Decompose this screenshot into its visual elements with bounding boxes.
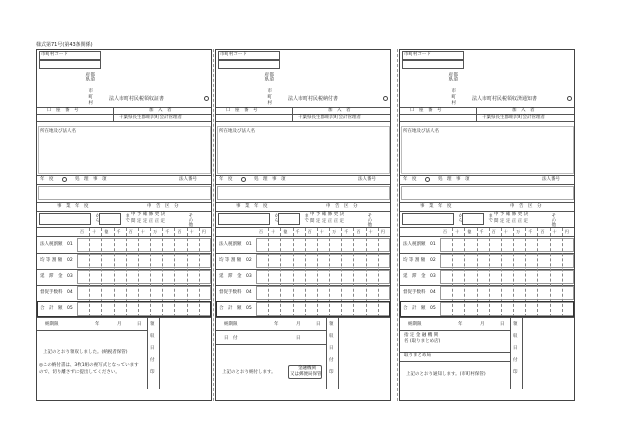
divider: [37, 202, 211, 203]
divider: [400, 236, 574, 237]
receipt-seal-label: 領: [513, 322, 518, 327]
divider: [216, 330, 326, 331]
year-label: 年 度: [403, 177, 417, 182]
prefecture-label: 都道: [89, 72, 95, 81]
payee-name: 千葉県長生郡睦沢町会計管理者: [298, 115, 361, 120]
corporate-number-label: 法人番号: [179, 177, 197, 182]
city-label: 村: [266, 100, 272, 105]
amount-row-number: 02: [430, 258, 436, 263]
amount-field[interactable]: [77, 286, 211, 300]
divider: [326, 317, 327, 389]
amount-row-number: 01: [246, 242, 252, 247]
total-row-frame: [400, 301, 574, 317]
amount-row-number: 04: [246, 290, 252, 295]
report-type-label: 申 告 区 分: [147, 204, 179, 209]
due-date-label: 納期限: [408, 322, 422, 327]
divider: [37, 121, 211, 122]
amount-row-number: 05: [246, 306, 252, 311]
digit-unit-label: 千: [528, 229, 533, 234]
divider: [400, 175, 574, 176]
divider: [37, 184, 211, 185]
footer-text: 上記のとおり通知します。(市町村保管): [406, 372, 486, 377]
divider: [216, 121, 390, 122]
city-label: 村: [87, 100, 93, 105]
amount-row-label: 法人税割額: [40, 242, 63, 247]
amount-row-number: 05: [430, 306, 436, 311]
divider: [216, 175, 390, 176]
other-label: その他: [187, 213, 193, 227]
bank-box-label: 又は郵便局保管: [290, 372, 322, 377]
amount-row-label: 督促手数料: [219, 290, 242, 295]
digit-unit-label: 十: [189, 229, 194, 234]
digit-unit-label: 円: [380, 229, 385, 234]
processing-mark-icon: [62, 177, 67, 182]
digit-unit-label: 百: [356, 229, 361, 234]
municipality-code-label: 市町村コード: [220, 52, 247, 57]
form-panel-payment: [215, 49, 391, 401]
divider: [400, 330, 510, 331]
digit-unit-label: 十: [455, 229, 460, 234]
receipt-seal-label: 日: [150, 346, 155, 351]
receipt-seal-label: 収: [329, 334, 334, 339]
digit-unit-label: 百: [491, 229, 496, 234]
corporate-number-label: 法人番号: [542, 177, 560, 182]
amount-row-label: 督促手数料: [40, 290, 63, 295]
processing-label: 処 理 事 項: [75, 177, 107, 182]
footer-text: 上記のとおり領収しました。(納税者保管): [43, 350, 128, 355]
digit-unit-label: 円: [201, 229, 206, 234]
payee-name: 千葉県長生郡睦沢町会計管理者: [119, 115, 182, 120]
amount-field[interactable]: [440, 238, 574, 252]
city-label: 町: [450, 94, 456, 99]
digit-unit-label: 十: [319, 229, 324, 234]
report-type-label: 申 告 区 分: [510, 204, 542, 209]
processing-label: 処 理 事 項: [254, 177, 286, 182]
divider: [400, 227, 574, 228]
year-unit: 年: [458, 322, 463, 327]
report-options: 中 予 確 修 更 決: [310, 212, 345, 217]
digit-unit-label: 万: [153, 229, 158, 234]
receipt-seal-label: 印: [513, 370, 518, 375]
corporate-number-label: 法人番号: [358, 177, 376, 182]
amount-field[interactable]: [440, 254, 574, 268]
receipt-seal-label: 印: [329, 370, 334, 375]
receipt-seal-label: 付: [150, 358, 155, 363]
amount-field[interactable]: [440, 286, 574, 300]
day-unit: 日: [500, 322, 505, 327]
amount-row-label: 延 滞 金: [40, 274, 63, 279]
amount-row-label: 合 計 額: [40, 306, 63, 311]
digit-unit-label: 億: [467, 229, 472, 234]
summary-office-label: 取りまとめ局: [404, 353, 431, 358]
due-date-label: 納期限: [45, 322, 59, 327]
subscriber-header: 加 入 者: [328, 108, 351, 113]
amount-row-label: 延 滞 金: [403, 274, 426, 279]
amount-field[interactable]: [256, 270, 390, 284]
designated-bank-label: 指 定 金 融 機 関 名 (取りまとめ店): [404, 333, 441, 345]
amount-field[interactable]: [77, 270, 211, 284]
divider: [37, 211, 211, 212]
municipality-code-label: 市町村コード: [404, 52, 431, 57]
prefecture-label: 府県: [447, 72, 453, 81]
due-date-label: 納期限: [224, 322, 238, 327]
processing-field[interactable]: [217, 186, 390, 200]
divider: [216, 211, 390, 212]
to-label: まで: [487, 213, 493, 222]
divider: [37, 175, 211, 176]
code-digits-box[interactable]: [39, 60, 101, 69]
amount-field[interactable]: [256, 286, 390, 300]
receipt-seal-label: 領: [150, 322, 155, 327]
amount-row-number: 05: [67, 306, 73, 311]
divider: [37, 317, 211, 318]
digit-unit-label: 百: [443, 229, 447, 234]
amount-row-label: 督促手数料: [403, 290, 426, 295]
amount-row-label: 均 等 割 額: [403, 258, 426, 263]
form-number-label: 様式第71号(第43条関係): [36, 42, 93, 48]
divider: [216, 317, 390, 318]
from-label: から: [94, 213, 100, 222]
divider: [400, 202, 574, 203]
report-options: 間 定 定 正 正 定: [310, 219, 345, 224]
divider: [522, 317, 523, 389]
address-label: 所在地及び法人名: [40, 129, 76, 134]
tear-line: [397, 49, 398, 401]
amount-row-label: 合 計 額: [219, 306, 242, 311]
receipt-seal-label: 日: [329, 346, 334, 351]
year-label: 年 度: [40, 177, 54, 182]
year-unit: 年: [95, 322, 100, 327]
processing-field[interactable]: [401, 186, 574, 200]
divider: [510, 317, 511, 389]
amount-field[interactable]: [440, 270, 574, 284]
divider: [216, 202, 390, 203]
end-date-field[interactable]: [278, 213, 300, 225]
address-field[interactable]: [401, 126, 574, 174]
divider: [216, 344, 326, 345]
prefecture-label: 都道: [268, 72, 274, 81]
digit-unit-label: 十: [503, 229, 508, 234]
processing-mark-icon: [241, 177, 246, 182]
receipt-seal-label: 付: [513, 358, 518, 363]
total-row-frame: [216, 301, 390, 317]
to-label: まで: [124, 213, 130, 222]
digit-unit-label: 千: [479, 229, 484, 234]
start-date-field[interactable]: [218, 213, 270, 225]
date-label: 日 付: [224, 336, 238, 341]
digit-unit-label: 百: [259, 229, 263, 234]
address-label: 所在地及び法人名: [219, 129, 255, 134]
digit-unit-label: 百: [128, 229, 133, 234]
amount-row-number: 02: [246, 258, 252, 263]
city-label: 市: [450, 88, 456, 93]
month-unit: 月: [117, 322, 122, 327]
digit-unit-label: 十: [92, 229, 97, 234]
subscriber-header: 加 入 者: [149, 108, 172, 113]
address-field[interactable]: [217, 126, 390, 174]
bank-box-label: 金融機関: [298, 366, 316, 371]
from-label: から: [457, 213, 463, 222]
divider: [216, 184, 390, 185]
receipt-seal-label: 印: [150, 370, 155, 375]
instruction-note: ◎この納付書は、3枚1組の複写式となっていますので、切り離さずに提出してください。: [39, 363, 139, 376]
divider: [400, 361, 510, 362]
payee-name: 千葉県長生郡睦沢町会計管理者: [482, 115, 545, 120]
digit-unit-label: 百: [540, 229, 545, 234]
receipt-seal-label: 領: [329, 322, 334, 327]
total-row-frame: [37, 301, 211, 317]
business-year-label: 事 業 年 度: [420, 204, 452, 209]
city-label: 町: [87, 94, 93, 99]
receipt-seal-label: 日: [513, 346, 518, 351]
processing-label: 処 理 事 項: [438, 177, 470, 182]
other-label: その他: [366, 213, 372, 227]
digit-unit-label: 千: [116, 229, 121, 234]
divider: [400, 121, 574, 122]
digit-unit-label: 億: [283, 229, 288, 234]
city-label: 市: [87, 88, 93, 93]
amount-row-number: 01: [430, 242, 436, 247]
digit-unit-label: 万: [332, 229, 337, 234]
form-panel-notice: [399, 49, 575, 401]
divider: [400, 184, 574, 185]
divider: [216, 227, 390, 228]
amount-field[interactable]: [256, 254, 390, 268]
start-date-field[interactable]: [402, 213, 454, 225]
footer-text: 上記のとおり納付します。: [222, 370, 276, 375]
receipt-seal-label: 付: [329, 358, 334, 363]
digit-unit-label: 十: [140, 229, 145, 234]
month-unit: 月: [296, 322, 301, 327]
start-date-field[interactable]: [39, 213, 91, 225]
city-label: 町: [266, 94, 272, 99]
digit-unit-label: 十: [271, 229, 276, 234]
digit-unit-label: 百: [177, 229, 182, 234]
digit-unit-label: 万: [516, 229, 521, 234]
digit-unit-label: 億: [104, 229, 109, 234]
divider: [37, 227, 211, 228]
amount-row-number: 03: [67, 274, 73, 279]
prefecture-label: 都道: [452, 72, 458, 81]
report-options: 間 定 定 正 正 定: [494, 219, 529, 224]
processing-field[interactable]: [38, 186, 211, 200]
tear-line: [213, 49, 214, 401]
amount-row-number: 02: [67, 258, 73, 263]
code-digits-box[interactable]: [218, 60, 280, 69]
report-options: 間 定 定 正 正 定: [131, 219, 166, 224]
seal-circle-icon: [204, 96, 209, 101]
day-unit: 日: [137, 322, 142, 327]
seal-circle-icon: [567, 96, 572, 101]
other-label: その他: [550, 213, 556, 227]
form-panel-receipt: [36, 49, 212, 401]
divider: [159, 317, 160, 389]
account-number-header: 口 座 番 号: [410, 108, 442, 113]
divider: [400, 211, 574, 212]
amount-row-label: 均 等 割 額: [219, 258, 242, 263]
municipality-code-label: 市町村コード: [41, 52, 68, 57]
business-year-label: 事 業 年 度: [236, 204, 268, 209]
amount-row-number: 03: [246, 274, 252, 279]
divider: [147, 317, 148, 389]
amount-field[interactable]: [77, 238, 211, 252]
amount-field[interactable]: [77, 254, 211, 268]
year-unit: 年: [274, 322, 279, 327]
amount-row-number: 04: [67, 290, 73, 295]
business-year-label: 事 業 年 度: [57, 204, 89, 209]
divider: [37, 236, 211, 237]
amount-field[interactable]: [256, 238, 390, 252]
amount-row-number: 01: [67, 242, 73, 247]
digit-unit-label: 千: [295, 229, 300, 234]
form-title: 法人市町村民税領収証書: [109, 96, 165, 102]
prefecture-label: 府県: [263, 72, 269, 81]
from-label: から: [273, 213, 279, 222]
city-label: 村: [450, 100, 456, 105]
end-date-field[interactable]: [99, 213, 121, 225]
account-number-header: 口 座 番 号: [47, 108, 79, 113]
amount-row-label: 延 滞 金: [219, 274, 242, 279]
receipt-seal-label: 収: [150, 334, 155, 339]
end-date-field[interactable]: [462, 213, 484, 225]
code-digits-box[interactable]: [402, 60, 464, 69]
month-unit: 月: [480, 322, 485, 327]
amount-row-label: 均 等 割 額: [40, 258, 63, 263]
amount-row-label: 法人税割額: [403, 242, 426, 247]
digit-unit-label: 百: [307, 229, 312, 234]
amount-row-number: 04: [430, 290, 436, 295]
seal-circle-icon: [383, 96, 388, 101]
amount-row-number: 03: [430, 274, 436, 279]
digit-unit-label: 円: [564, 229, 569, 234]
divider: [338, 317, 339, 389]
divider: [400, 317, 574, 318]
to-label: まで: [303, 213, 309, 222]
day-unit: 日: [296, 336, 301, 341]
city-label: 市: [266, 88, 272, 93]
digit-unit-label: 十: [552, 229, 557, 234]
digit-unit-label: 百: [80, 229, 84, 234]
divider: [216, 236, 390, 237]
digit-unit-label: 千: [344, 229, 349, 234]
receipt-seal-label: 収: [513, 334, 518, 339]
form-title: 法人市町村民税領収済通知書: [472, 96, 538, 102]
prefecture-label: 府県: [84, 72, 90, 81]
report-options: 中 予 確 修 更 決: [131, 212, 166, 217]
digit-unit-label: 千: [165, 229, 170, 234]
year-label: 年 度: [219, 177, 233, 182]
processing-mark-icon: [425, 177, 430, 182]
address-field[interactable]: [38, 126, 211, 174]
amount-row-label: 合 計 額: [403, 306, 426, 311]
amount-row-label: 法人税割額: [219, 242, 242, 247]
report-type-label: 申 告 区 分: [326, 204, 358, 209]
subscriber-header: 加 入 者: [512, 108, 535, 113]
divider: [37, 330, 147, 331]
address-label: 所在地及び法人名: [403, 129, 439, 134]
day-unit: 日: [316, 322, 321, 327]
account-number-header: 口 座 番 号: [226, 108, 258, 113]
report-options: 中 予 確 修 更 決: [494, 212, 529, 217]
form-title: 法人市町村民税納付書: [288, 96, 339, 102]
digit-unit-label: 十: [368, 229, 373, 234]
